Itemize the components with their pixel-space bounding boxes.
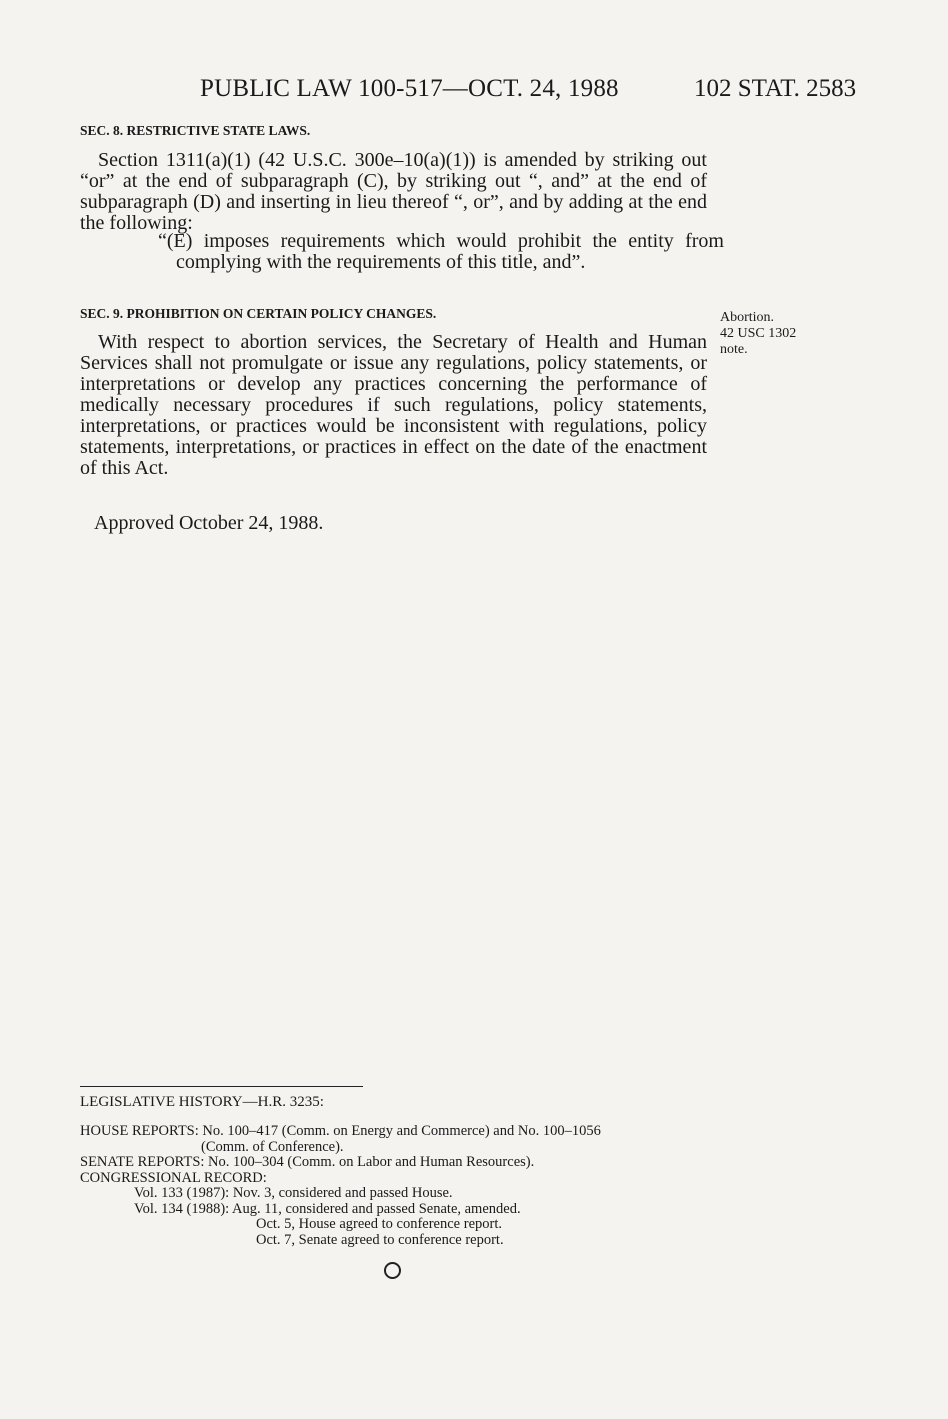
section-9-heading: SEC. 9. PROHIBITION ON CERTAIN POLICY CHANGES.: [80, 306, 437, 321]
footnote-divider: [80, 1086, 363, 1087]
margin-note-citation: 42 USC 1302: [720, 326, 797, 341]
section-8-quoted-text: “(E) imposes requirements which would prohibit the entity from complying with the requirements of this title, and”.: [158, 230, 724, 273]
legislative-history: [80, 1124, 601, 1248]
congressional-record: CONGRESSIONAL RECORD:: [80, 1169, 267, 1186]
house-reports: HOUSE REPORTS: No. 100–417 (Comm. on Energy and Commerce) and No. 100–1056: [80, 1123, 601, 1139]
end-of-document-circle-icon: [384, 1262, 401, 1279]
legislative-history-title: LEGISLATIVE HISTORY—H.R. 3235:: [80, 1094, 324, 1110]
record-oct-5: Oct. 5, House agreed to conference report.: [256, 1216, 502, 1232]
record-vol-133: Vol. 133 (1987): Nov. 3, considered and passed House.: [134, 1185, 453, 1201]
house-reports-continued: (Comm. of Conference).: [201, 1138, 344, 1155]
record-oct-7: Oct. 7, Senate agreed to conference report.: [256, 1231, 504, 1248]
margin-note-label: note.: [720, 342, 748, 357]
page-header-stat: 102 STAT. 2583: [694, 75, 857, 102]
page-header-title: PUBLIC LAW 100-517—OCT. 24, 1988: [200, 75, 619, 102]
margin-notes: [720, 310, 796, 358]
senate-reports: SENATE REPORTS: No. 100–304 (Comm. on Labor and Human Resources).: [80, 1154, 535, 1170]
section-8-body: Section 1311(a)(1) (42 U.S.C. 300e–10(a)(1)) is amended by striking out “or” at the end of subparagraph (C), by striking out “, and” at the end of subparagraph (D) and inserting in lieu thereof “, or”, and by adding at the end the following:: [80, 149, 707, 234]
margin-note-topic: Abortion.: [720, 310, 775, 325]
approval-line: Approved October 24, 1988.: [94, 512, 324, 534]
section-8-heading: SEC. 8. RESTRICTIVE STATE LAWS.: [80, 123, 311, 138]
record-vol-134: Vol. 134 (1988): Aug. 11, considered and passed Senate, amended.: [134, 1200, 521, 1217]
section-9-body: With respect to abortion services, the Secretary of Health and Human Services shall not promulgate or issue any regulations, policy statements, or interpretations or develop any practices concerning the performance of medically necessary procedures if such regulations, policy statements, interpretations, or practices would be inconsistent with regulations, policy statements, interpretations, or practices in effect on the date of the enactment of this Act.: [80, 331, 707, 479]
